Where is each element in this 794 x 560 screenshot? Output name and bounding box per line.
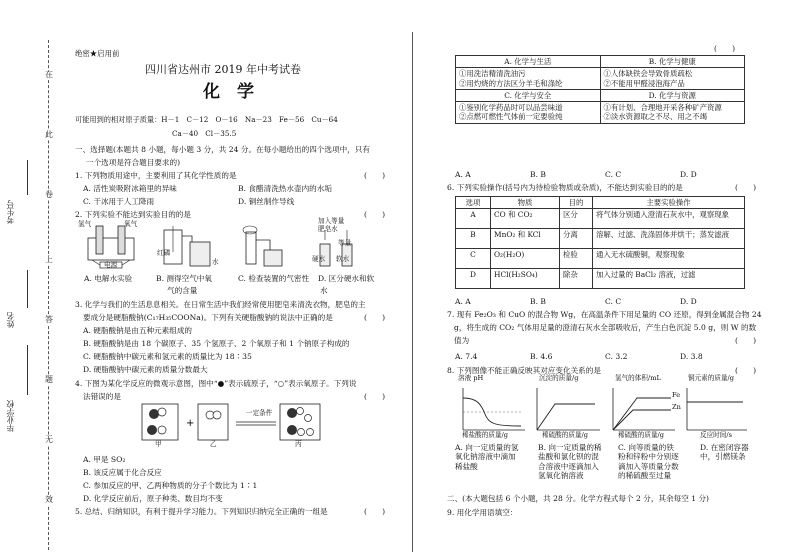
q9-stem: 9. 用化学用语填空： — [447, 508, 518, 517]
q8-option-b — [538, 443, 616, 481]
side-char-6: 题 — [45, 375, 53, 384]
fig-a-label-power: 电源 — [104, 261, 118, 269]
q3-stem-1: 3. 化学与我们的生活息息相关。在日常生活中我们经常使用肥皂来清洗衣物，肥皂的主 — [75, 300, 366, 309]
side-char-7: 无 — [45, 435, 53, 444]
q3-stem-2: 要成分是硬脂酸钠(C₁₇H₃₅COONa)。下列有关硬脂酸钠的说法中正确的是 — [83, 313, 333, 322]
q4-stem-1: 4. 下图为某化学反应的微观示意图，图中“●”表示硫原子，“○”表示氧原子。下列说 — [75, 379, 357, 388]
q6-row-a-option: A — [456, 209, 491, 229]
q6-row-d-option: D — [456, 269, 491, 289]
q4-label-jia: 甲 — [155, 440, 162, 448]
column-divider — [412, 32, 413, 552]
fig-b-label-phosphorus: 红磷 — [157, 249, 171, 257]
label-name: 姓名 — [6, 312, 15, 328]
q4-option-d: D. 化学反应前后，原子种类、数目均不变 — [83, 494, 223, 503]
q2-option-d-1: D. 区分硬水和软 — [318, 274, 375, 283]
q3-answer-paren[interactable]: ( ) — [364, 313, 386, 322]
q8-option-a-2: 氧化钠溶液中滴加 — [455, 452, 516, 462]
q5-cell-a-head: A. 化学与生活 — [456, 56, 601, 68]
q8-option-d — [700, 443, 760, 462]
atomic-masses-1: 可能用到的相对原子质量：H－1 C－12 O－16 Na－23 Fe－56 Cu－64 — [75, 115, 338, 124]
graph-a-ph — [463, 388, 525, 430]
q3-option-a: A. 硬脂酸钠是由五种元素组成的 — [83, 326, 193, 335]
q1-option-d: D. 铜丝制作导线 — [238, 197, 295, 206]
q5-cell-d-1: ①有计划、合理地开采各种矿产资源 — [603, 103, 722, 112]
binding-line — [48, 40, 49, 550]
q5-cell-c-2: ②点燃可燃性气体前一定要验纯 — [459, 112, 563, 122]
subject-title: 化 学 — [203, 82, 254, 102]
q6-row-c-substance: O₂(H₂O) — [491, 249, 560, 269]
q3-option-b: B. 硬脂酸钠是由 18 个碳原子、35 个氢原子、2 个氧原子和 1 个钠原子构成的 — [83, 339, 350, 348]
q5-cell-b-head: B. 化学与健康 — [600, 56, 745, 68]
figure-reaction-diagram — [140, 400, 340, 450]
q7-stem-3: 值为 — [454, 336, 470, 345]
section1-heading: 一、选择题(本题共 8 小题，每小题 3 分，共 24 分。在每小题给出的四个选项中，只有 — [75, 145, 370, 154]
fig-d-label-1: 加入等量 — [318, 217, 345, 225]
q5-choice-c: C. C — [605, 170, 622, 179]
q8-option-c-2: 粉和锌粉中分别逐 — [618, 452, 679, 462]
graph-b-precipitate — [537, 388, 600, 430]
q5-cell-c-1: ①鉴别化学药品时可以品尝味道 — [459, 103, 563, 112]
q7-stem-1: 7. 现有 Fe₂O₃ 和 CuO 的混合物 Wg，在高温条件下用足量的 CO 还原，得到金属混合物 24 — [447, 310, 762, 319]
side-char-8: 效 — [45, 495, 53, 504]
graph-c-label-fe: Fe — [672, 391, 681, 399]
q5-knowledge-table — [455, 55, 745, 124]
q5-choice-b: B. B — [530, 170, 546, 179]
fig-b-label-water: 水 — [212, 258, 219, 266]
figure-airtightness — [240, 222, 290, 270]
q8-option-a-1: A. 向一定质量的氢 — [455, 443, 519, 452]
q6-answer-paren[interactable]: ( ) — [735, 183, 757, 192]
q2-stem: 2. 下列实验不能达到实验目的的是 — [75, 210, 191, 219]
q6-row-c-option: C — [456, 249, 491, 269]
q8-option-b-4: 氢氧化钠溶液 — [538, 471, 584, 481]
q8-option-b-1: B. 向一定质量的稀 — [538, 443, 602, 452]
q6-header-substance: 物质 — [491, 197, 560, 209]
top-answer-paren[interactable]: ( ) — [714, 44, 736, 53]
school-line — [27, 345, 28, 395]
q4-option-b: B. 该反应属于化合反应 — [83, 468, 162, 477]
q2-option-b-1: B. 测得空气中氧 — [156, 274, 212, 283]
q6-experiment-table — [455, 196, 745, 289]
graph-c-label-zn: Zn — [672, 403, 681, 411]
fig-a-label-o2: 氧气 — [124, 220, 138, 228]
q5-cell-b-1: ①人体缺铁会导致骨质疏松 — [603, 69, 693, 79]
q3-option-d: D. 硬脂酸钠中碳元素的质量分数最大 — [83, 365, 208, 374]
q6-row-d-purpose: 除杂 — [560, 269, 593, 289]
q1-answer-paren[interactable]: ( ) — [364, 171, 386, 180]
q6-row-b-option: B — [456, 229, 491, 249]
q6-header-purpose: 目的 — [560, 197, 593, 209]
label-exam-number: 考生号 — [6, 200, 15, 224]
q2-option-a: A. 电解水实验 — [84, 274, 133, 283]
q4-condition: 一定条件 — [246, 409, 273, 417]
q6-row-d-operation: 加入过量的 BaCl₂ 溶液，过滤 — [593, 269, 745, 289]
side-char-2: 此 — [45, 130, 53, 139]
graph-c-hydrogen — [613, 388, 675, 430]
q6-row-b-operation: 溶解、过滤、洗涤固体并烘干；蒸发滤液 — [593, 229, 745, 249]
q5-cell-d-head: D. 化学与资源 — [600, 89, 745, 101]
graph-d-xlabel: 反应时间/s — [700, 431, 732, 439]
q6-header-operation: 主要实验操作 — [593, 197, 745, 209]
side-char-5: 答 — [45, 315, 53, 324]
q2-option-c: C. 检查装置的气密性 — [238, 274, 310, 283]
q8-option-a-3: 稀盐酸 — [455, 461, 478, 471]
q6-stem: 6. 下列实验操作(括号内为待检验物质或杂质)，不能达到实验目的的是 — [447, 183, 683, 192]
graph-c-ylabel: 氢气的体积/mL — [615, 374, 661, 382]
q6-row-d-substance: HCl(H₂SO₄) — [491, 269, 560, 289]
graph-d-ylabel: 铜元素的质量/g — [688, 374, 735, 382]
graph-c-xlabel: 稀硫酸的质量/g — [618, 431, 665, 439]
q8-option-b-3: 合溶液中逐滴加入 — [538, 461, 599, 471]
q2-option-d-2: 水 — [320, 286, 328, 295]
q6-header-option: 选项 — [456, 197, 491, 209]
q5-stem: 5. 总结、归纳知识，有利于提升学习能力。下列知识归纳完全正确的一组是 — [75, 507, 328, 516]
q1-option-a: A. 活性炭吸附冰箱里的异味 — [83, 184, 177, 193]
secret-label: 绝密★启用前 — [75, 49, 120, 58]
q1-option-b: B. 食醋清洗热水壶内的水垢 — [238, 184, 332, 193]
q8-option-c-3: 滴加入等质量分数 — [618, 461, 679, 471]
fig-a-label-h2: 氢气 — [78, 220, 92, 228]
q4-option-a: A. 甲是 SO₂ — [83, 455, 126, 464]
q7-choice-d: D. 3.8 — [680, 352, 703, 361]
q5-cell-d-2: ②淡水资源取之不尽、用之不竭 — [603, 112, 707, 122]
q4-option-c: C. 参加反应的甲、乙两种物质的分子个数比为 1∶1 — [83, 481, 258, 490]
q8-option-c-4: 的稀硫酸至过量 — [618, 471, 672, 481]
q4-answer-paren[interactable]: ( ) — [364, 392, 386, 401]
q8-option-b-2: 盐酸和氯化钡的混 — [538, 452, 599, 462]
label-school: 毕业学校 — [6, 400, 15, 432]
q5-cell-a-2: ②用灼烧的方法区分羊毛和涤纶 — [459, 78, 563, 88]
side-char-4: 上 — [45, 255, 53, 264]
q6-row-c-operation: 通入无水硫酸铜，观察现象 — [593, 249, 745, 269]
graph-a-xlabel: 稀盐酸的质量/g — [462, 431, 509, 439]
svg-text:+: + — [186, 418, 195, 429]
q5-choice-d: D. D — [680, 170, 697, 179]
q5-choice-a: A. A — [455, 170, 471, 179]
q1-option-c: C. 干冰用于人工降雨 — [83, 197, 155, 206]
q8-answer-paren[interactable]: ( ) — [735, 366, 757, 375]
graph-a-ylabel: 溶液 pH — [458, 374, 484, 382]
q6-row-b-purpose: 分离 — [560, 229, 593, 249]
q2-answer-paren[interactable]: ( ) — [364, 210, 386, 219]
q8-graphs — [455, 380, 755, 436]
graph-d-copper — [687, 388, 747, 430]
q8-option-d-2: 中，引燃镁条 — [700, 452, 746, 462]
graph-b-xlabel: 稀硫酸的质量/g — [542, 431, 589, 439]
fig-d-label-4: 硬水 — [312, 255, 326, 263]
fig-d-label-5: 软水 — [336, 255, 350, 263]
q7-choice-c: C. 3.2 — [605, 352, 628, 361]
q6-choice-c: C. C — [605, 297, 622, 306]
q4-stem-2: 法错误的是 — [83, 392, 121, 401]
q5-cell-c-head: C. 化学与安全 — [456, 89, 601, 101]
q6-choice-a: A. A — [455, 297, 471, 306]
q7-stem-2: g，将生成的 CO₂ 气体用足量的澄清石灰水全部吸收后，产生白色沉淀 5.0 g，则 W 的数 — [454, 323, 757, 332]
q8-option-a — [455, 443, 533, 471]
q4-label-yi: 乙 — [210, 440, 217, 448]
atomic-masses-2: Ca－40 Cl－35.5 — [172, 129, 237, 138]
section2-heading: 二、(本大题包括 6 个小题，共 28 分。化学方程式每个 2 分，其余每空 1 分) — [447, 494, 710, 503]
q8-stem: 8. 下列图像不能正确反映其对应变化关系的是 — [447, 366, 601, 375]
q5-cell-b-2: ②不能用甲醛浸泡海产品 — [603, 78, 685, 88]
q7-choice-a: A. 7.4 — [455, 352, 478, 361]
name-line — [27, 270, 28, 308]
q7-choice-b: B. 4.6 — [530, 352, 553, 361]
q3-option-c: C. 硬脂酸钠中碳元素和氢元素的质量比为 18∶35 — [83, 352, 252, 361]
q5-cell-a-1: ①用洗洁精清洗油污 — [459, 69, 526, 79]
q6-row-b-substance: MnO₂ 和 KCl — [491, 229, 560, 249]
exam-number-line — [27, 160, 28, 195]
exam-title: 四川省达州市 2019 年中考试卷 — [145, 63, 301, 76]
q2-option-b-2: 气的含量 — [167, 286, 198, 295]
q4-label-bing: 丙 — [295, 440, 302, 448]
q6-row-a-purpose: 区分 — [560, 209, 593, 229]
q1-stem: 1. 下列物质用途中，主要利用了其化学性质的是 — [75, 171, 237, 180]
side-char-3: 卷 — [45, 190, 53, 199]
graph-b-ylabel: 沉淀的质量/g — [539, 374, 579, 382]
q8-option-c — [618, 443, 696, 481]
side-char-1: 在 — [45, 70, 53, 79]
q8-option-c-1: C. 向等质量的铁 — [618, 443, 674, 452]
fig-d-label-3: 等量 — [338, 239, 352, 247]
q6-choice-d: D. D — [680, 297, 697, 306]
q6-choice-b: B. B — [530, 297, 546, 306]
q6-row-a-operation: 将气体分别通入澄清石灰水中，观察现象 — [593, 209, 745, 229]
q6-row-c-purpose: 检验 — [560, 249, 593, 269]
fig-d-label-2: 肥皂水 — [318, 225, 338, 233]
q8-option-d-1: D. 在密闭容器 — [700, 443, 749, 452]
q5-answer-paren[interactable]: ( ) — [364, 507, 386, 516]
q6-row-a-substance: CO 和 CO₂ — [491, 209, 560, 229]
q7-answer-paren[interactable]: ( ) — [735, 336, 757, 345]
section1-heading-2: 一个选项是符合题目要求的) — [86, 158, 181, 167]
